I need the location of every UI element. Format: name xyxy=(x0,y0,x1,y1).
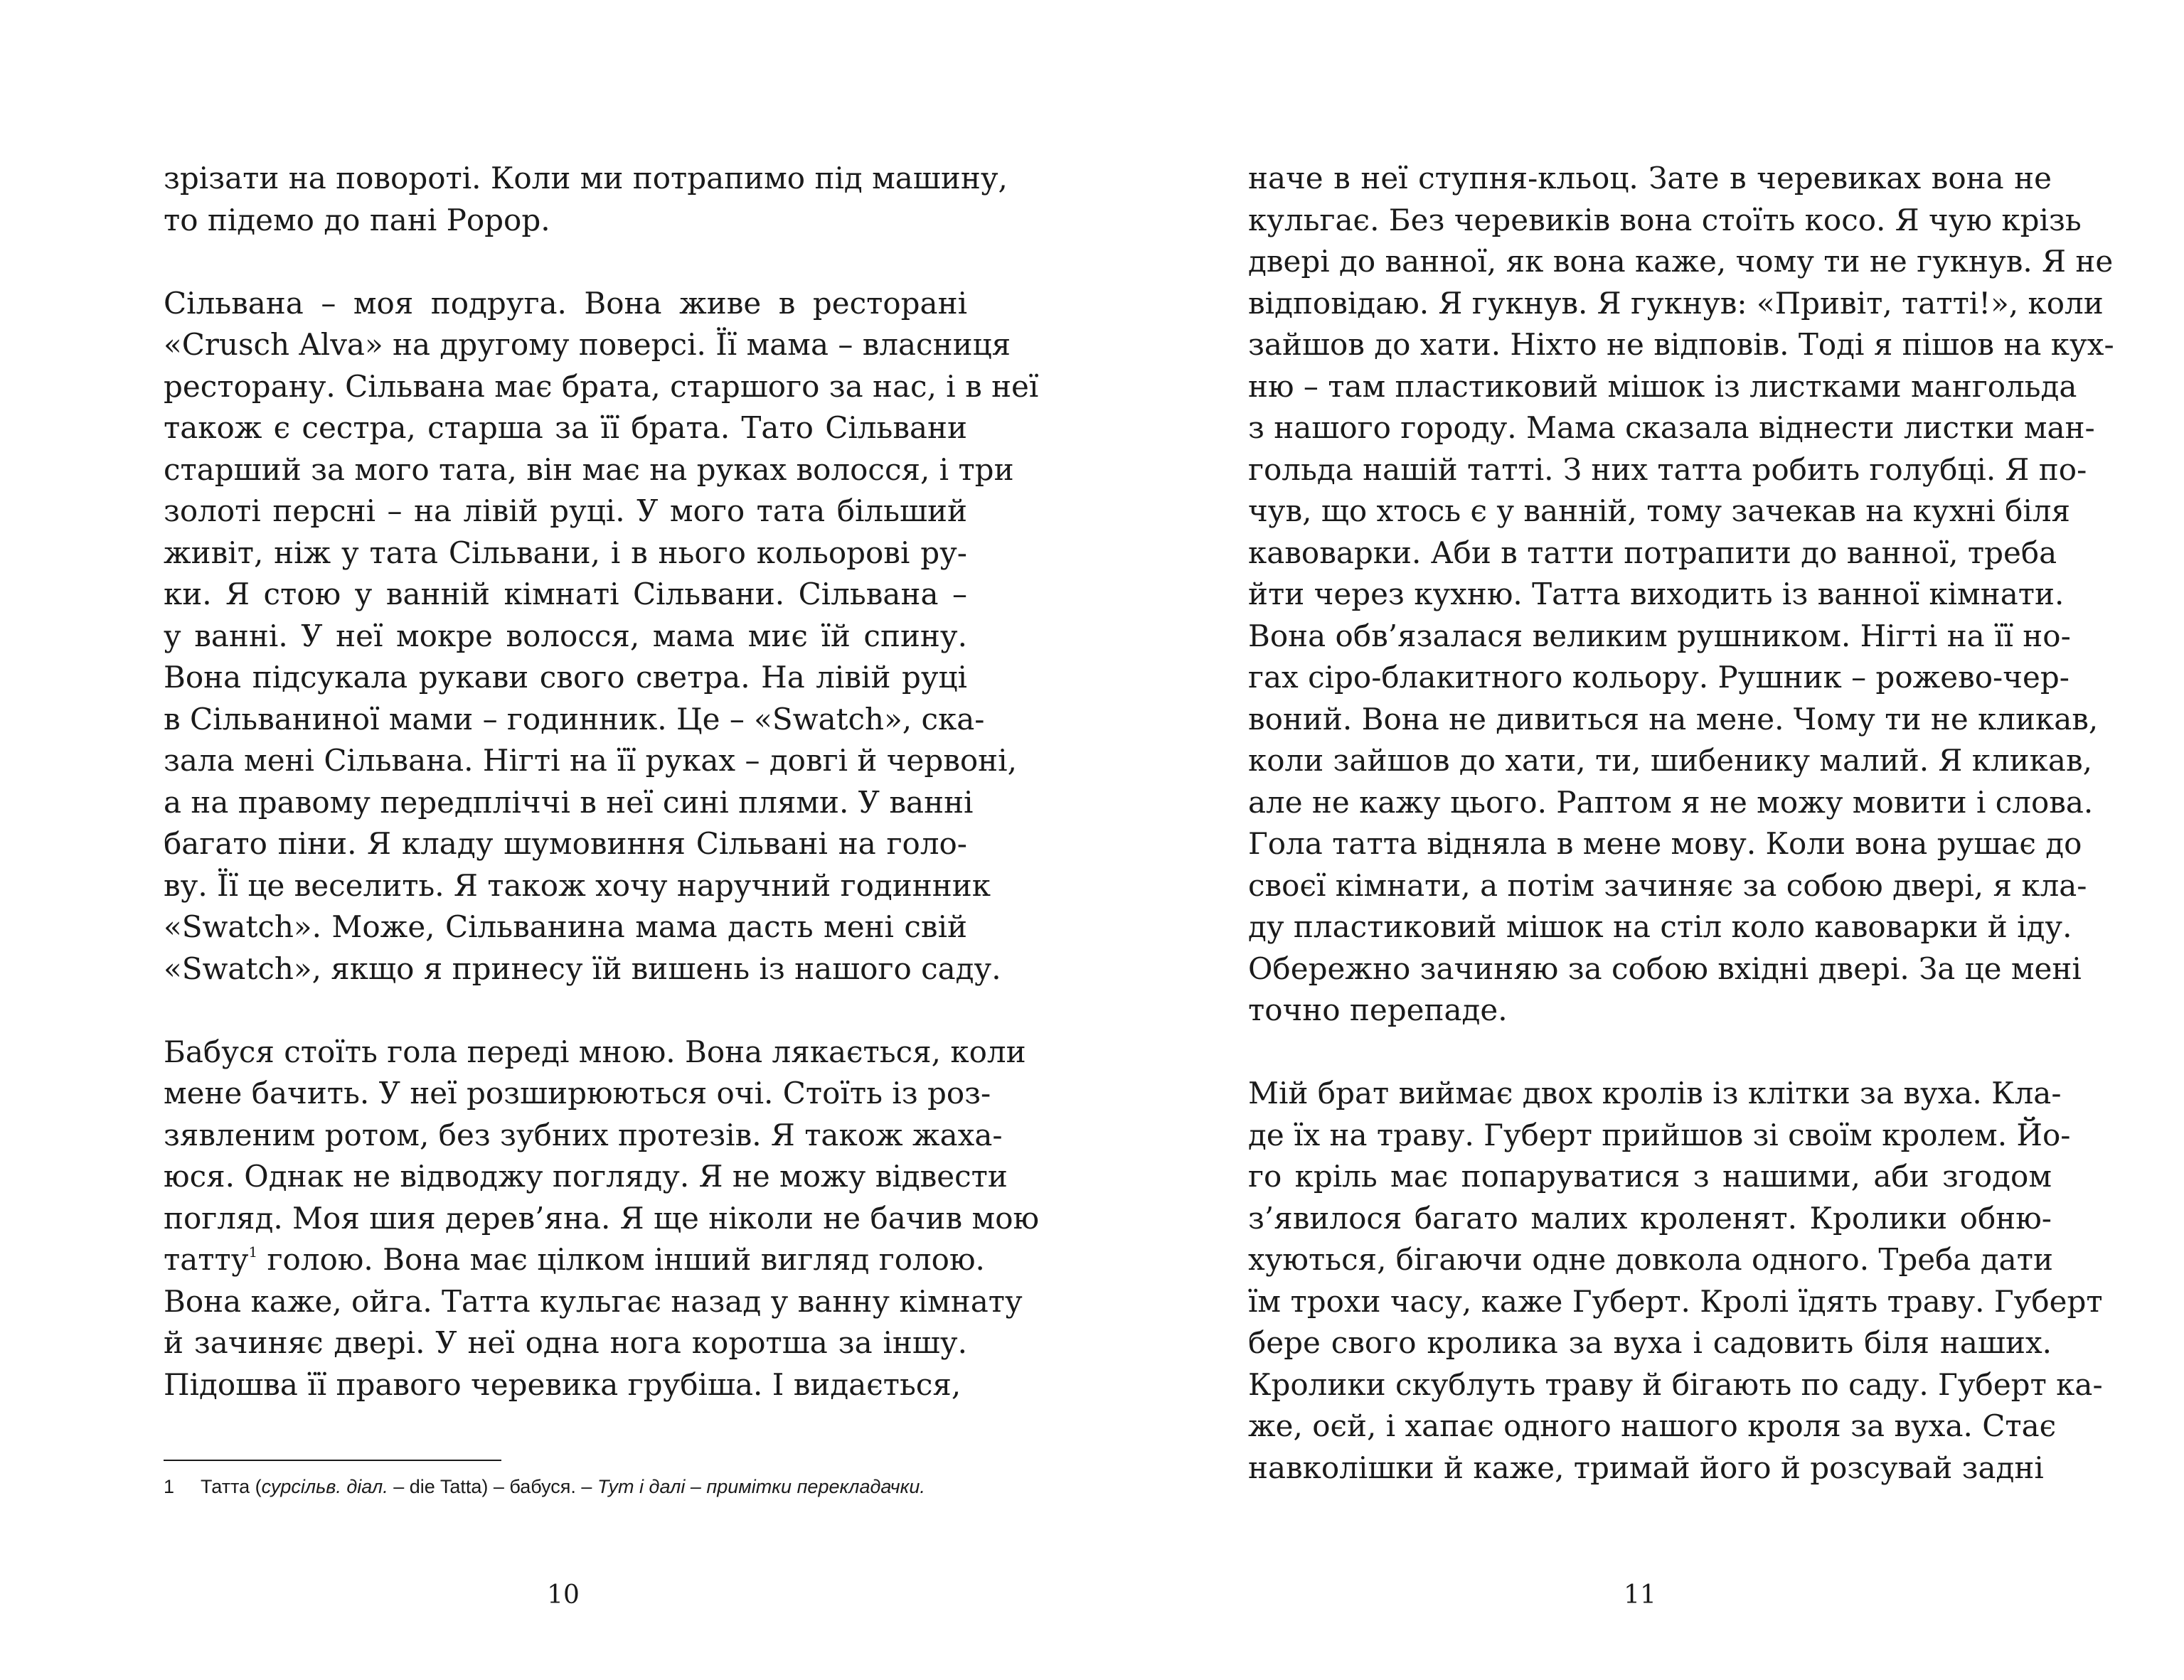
text-line: коли зайшов до хати, ти, шибенику малий. Я кликав, xyxy=(1248,743,2092,778)
text-line: багато піни. Я кладу шумовиння Сільвані на голо- xyxy=(164,826,967,861)
text-line: кульгає. Без черевиків вона стоїть косо. Я чую крізь xyxy=(1248,202,2082,237)
paragraph-gap xyxy=(164,241,967,283)
text-line: юся. Однак не відводжу погляду. Я не можу відвести xyxy=(164,1159,1008,1194)
text-line: точно перепаде. xyxy=(1248,993,1508,1027)
text-line xyxy=(164,1239,985,1281)
paragraph-gap xyxy=(1248,1032,2052,1074)
footnote-text-3: – die Tatta) – бабуся. – xyxy=(388,1476,597,1497)
footnote-text-2: сурсільв. діал. xyxy=(261,1476,388,1497)
text-line: чув, що хтось є у ванній, тому зачекав на кухні біля xyxy=(1248,493,2071,528)
text-line: Обережно зачиняю за собою вхідні двері. За це мені xyxy=(1248,951,2082,986)
text-line: а на правому передпліччі в неї сині плями. У ванні xyxy=(164,784,974,820)
text-line: ню – там пластиковий мішок із листками мангольда xyxy=(1248,368,2077,404)
text-line: то підемо до пані Ророр. xyxy=(164,202,550,237)
footnote-reference: 1 xyxy=(248,1243,258,1261)
text-line: живіт, ніж у тата Сільвани, і в нього кольорові ру- xyxy=(164,535,967,570)
text-line: Сільвана – моя подруга. Вона живе в ресторані xyxy=(164,285,967,321)
text-line: також є сестра, старша за її брата. Тато Сільвани xyxy=(164,410,967,445)
text-line: з’явилося багато малих кроленят. Кролики обню- xyxy=(1248,1200,2052,1236)
text-line: Кролики скублуть траву й бігають по саду. Губерт ка- xyxy=(1248,1366,2103,1402)
text-line: навколішки й каже, тримай його й розсувай задні xyxy=(1248,1450,2044,1485)
text-line: Підошва її правого черевика грубіша. І видається, xyxy=(164,1366,962,1402)
text-line: бере свого кролика за вуха і садовить біля наших. xyxy=(1248,1325,2052,1360)
page-number-right: 11 xyxy=(1624,1580,1656,1610)
footnote-anchor-word: татту xyxy=(164,1242,249,1277)
text-line: зайшов до хати. Ніхто не відповів. Тоді я пішов на кух- xyxy=(1248,327,2114,362)
text-line: їм трохи часу, каже Губерт. Кролі їдять траву. Губерт xyxy=(1248,1283,2103,1319)
text-line: гольда нашій татті. З них татта робить голубці. Я по- xyxy=(1248,451,2087,487)
text-line: в Сільваниної мами – годинник. Це – «Swatch», ска- xyxy=(164,701,985,737)
text-line: своєї кімнати, а потім зачиняє за собою двері, я кла- xyxy=(1248,867,2087,903)
footnote-divider xyxy=(164,1460,501,1461)
text-line: з нашого городу. Мама сказала віднести листки ман- xyxy=(1248,410,2095,445)
text-line: де їх на траву. Губерт прийшов зі своїм кролем. Йо- xyxy=(1248,1117,2071,1152)
text-line: йти через кухню. Татта виходить із ванної кімнати. xyxy=(1248,577,2065,611)
text-line: «Swatch». Може, Сільванина мама дасть мені свій xyxy=(164,909,967,944)
text-line: же, оєй, і хапає одного нашого кроля за вуха. Стає xyxy=(1248,1408,2057,1443)
text-line: Вона підсукала рукави свого светра. На лівій руці xyxy=(164,660,967,695)
text-line: Вона обв’язалася великим рушником. Нігті на її но- xyxy=(1248,618,2071,653)
text-line: Гола татта відняла в мене мову. Коли вона рушає до xyxy=(1248,826,2082,861)
text-line: але не кажу цього. Раптом я не можу мовити і слова. xyxy=(1248,784,2094,820)
text-line: мене бачить. У неї розширюються очі. Стоїть із роз- xyxy=(164,1076,991,1111)
text-line: золоті персні – на лівій руці. У мого тата більший xyxy=(164,493,967,528)
left-page-body xyxy=(164,158,1040,1406)
text-line: двері до ванної, як вона каже, чому ти не гукнув. Я не xyxy=(1248,244,2114,279)
text-line-tail: голою. Вона має цілком інший вигляд голою. xyxy=(257,1242,985,1277)
text-line: погляд. Моя шия дерев’яна. Я ще ніколи не бачив мою xyxy=(164,1200,1040,1236)
text-line: Мій брат виймає двох кролів із клітки за вуха. Кла- xyxy=(1248,1076,2062,1111)
text-line: Вона каже, ойга. Татта кульгає назад у ванну кімнату xyxy=(164,1283,1023,1319)
text-line: хуються, бігаючи одне довкола одного. Треба дати xyxy=(1248,1242,2053,1277)
text-line: «Crusch Alva» на другому поверсі. Її мама – власниця xyxy=(164,327,1011,362)
text-line: Бабуся стоїть гола переді мною. Вона лякається, коли xyxy=(164,1034,1026,1069)
text-line: ресторану. Сільвана має брата, старшого за нас, і в неї xyxy=(164,368,1039,404)
text-line: у ванні. У неї мокре волосся, мама миє їй спину. xyxy=(164,618,967,653)
text-line: ду пластиковий мішок на стіл коло кавоварки й іду. xyxy=(1248,909,2072,944)
text-line: воний. Вона не дивиться на мене. Чому ти не кликав, xyxy=(1248,701,2099,737)
text-line: зявленим ротом, без зубних протезів. Я також жаха- xyxy=(164,1117,1003,1152)
text-line: наче в неї ступня-кльоц. Зате в черевиках вона не xyxy=(1248,161,2052,196)
right-page-body xyxy=(1248,158,2114,1489)
right-page xyxy=(1092,0,2184,1680)
text-line: гах сіро-блакитного кольору. Рушник – рожево-чер- xyxy=(1248,660,2070,695)
footnote-text-4: Тут і далі – примітки перекладачки. xyxy=(597,1476,925,1497)
footnote-text-1: Татта ( xyxy=(201,1476,262,1497)
footnote-number: 1 xyxy=(164,1476,175,1497)
text-line: зрізати на повороті. Коли ми потрапимо під машину, xyxy=(164,161,1008,196)
text-line: «Swatch», якщо я принесу їй вишень із нашого саду. xyxy=(164,951,1001,986)
text-line: відповідаю. Я гукнув. Я гукнув: «Привіт, татті!», коли xyxy=(1248,285,2104,321)
text-line: зала мені Сільвана. Нігті на її руках – довгі й червоні, xyxy=(164,743,1017,778)
page-number-left: 10 xyxy=(547,1580,580,1610)
text-line: й зачиняє двері. У неї одна нога коротша за іншу. xyxy=(164,1325,967,1360)
text-line: старший за мого тата, він має на руках волосся, і три xyxy=(164,451,1014,487)
text-line: ки. Я стою у ванній кімнаті Сільвани. Сільвана – xyxy=(164,577,967,611)
text-line: кавоварки. Аби в татти потрапити до ванної, треба xyxy=(1248,535,2057,570)
text-line: ву. Її це веселить. Я також хочу наручний годинник xyxy=(164,867,991,903)
text-line: го кріль має попаруватися з нашими, аби згодом xyxy=(1248,1159,2052,1194)
paragraph-gap xyxy=(164,990,967,1032)
footnote xyxy=(164,1474,981,1499)
